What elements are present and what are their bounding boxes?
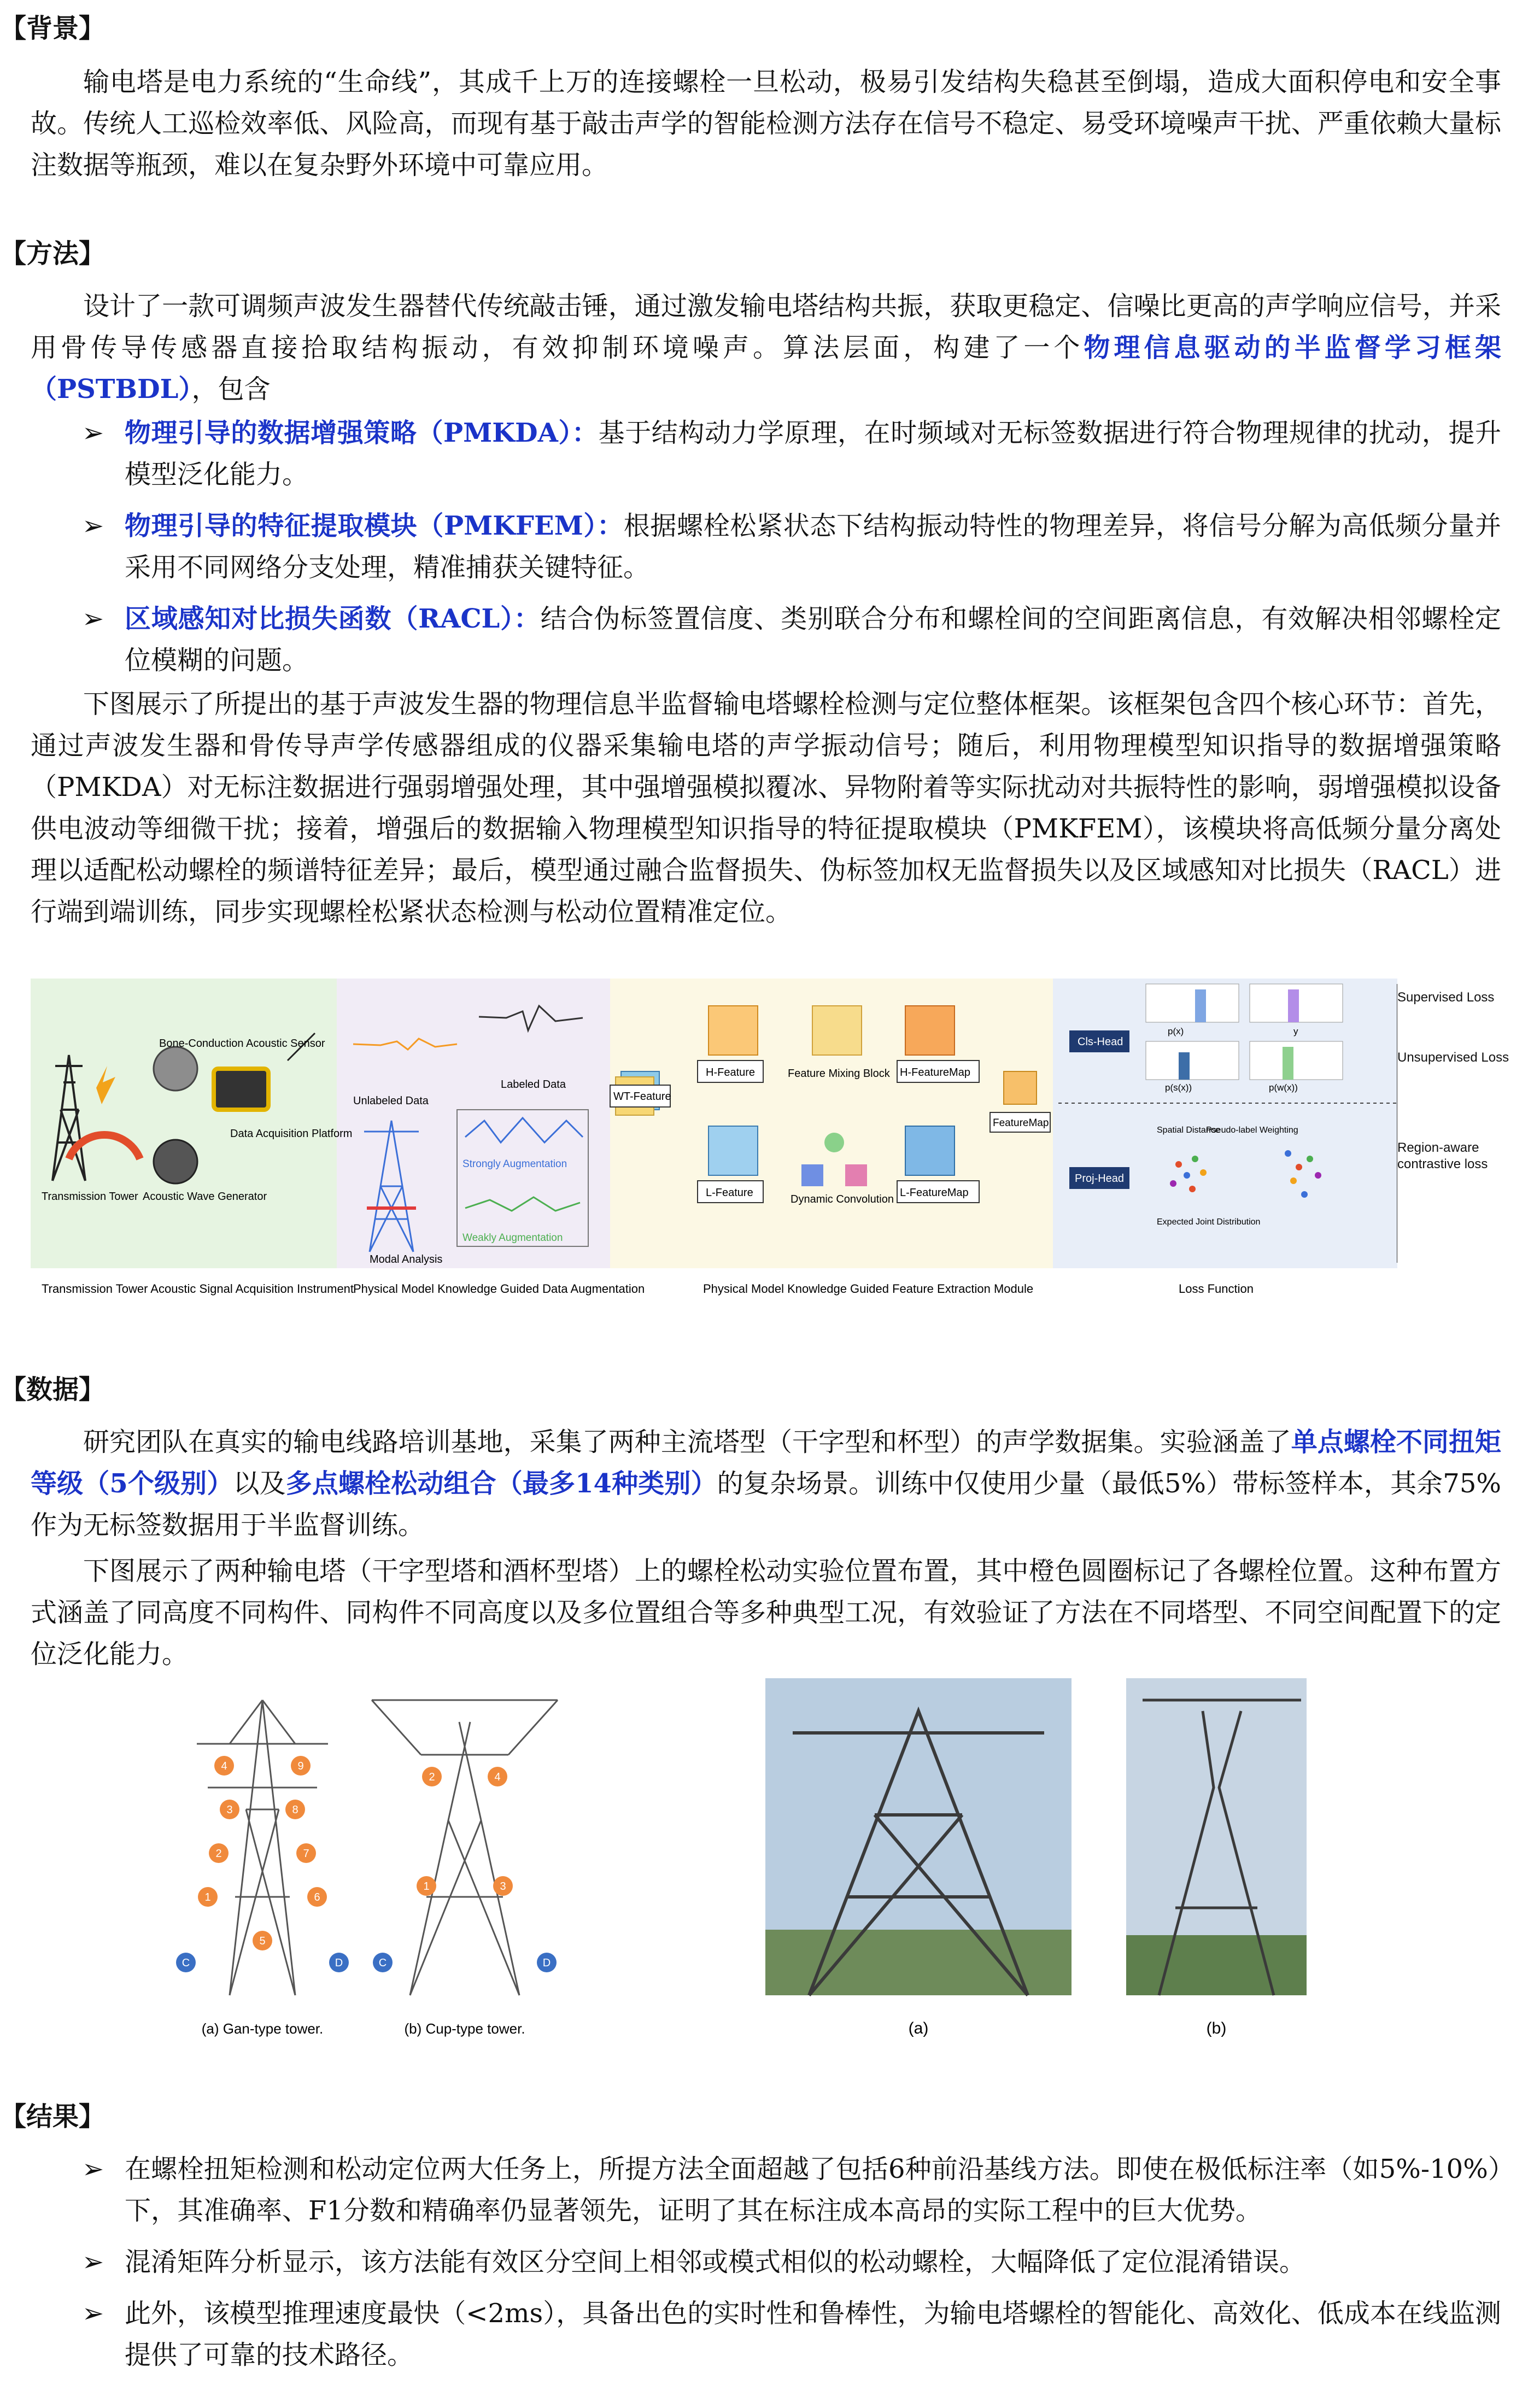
bullet-text: 结合伪标签置信度、类别联合分布和螺栓间的空间距离信息，有效解决相邻螺栓定位模糊的问题。 bbox=[125, 604, 1501, 676]
caption-photo-b: (b) bbox=[1206, 2019, 1227, 2037]
acoustic-wave-generator-icon bbox=[154, 1140, 197, 1184]
data-acquisition-platform-icon bbox=[214, 1069, 268, 1110]
weak-pred-bar bbox=[1283, 1047, 1293, 1080]
bullet-text: 根据螺栓松紧状态下结构振动特性的物理差异，将信号分解为高低频分量并采用不同网络分支处理，精准捕获关键特征。 bbox=[125, 511, 1501, 583]
method-intro-paragraph bbox=[31, 285, 1501, 410]
legend-unsupervised: Unsupervised Loss bbox=[1397, 1050, 1509, 1065]
feature-mixing-icon bbox=[812, 1006, 862, 1055]
label-dynamic-conv: Dynamic Convolution bbox=[791, 1193, 894, 1205]
tower-figure bbox=[164, 1678, 1367, 2050]
method-bullet-item bbox=[82, 598, 1501, 681]
label-wt-feature: WT-Feature bbox=[613, 1091, 671, 1103]
bullet-label: 物理引导的数据增强策略（PMKDA）： bbox=[125, 418, 599, 448]
bolt-marker-label: 4 bbox=[494, 1771, 501, 1783]
cup-tower-drawing bbox=[372, 1700, 558, 1995]
supervised-plot-box bbox=[1146, 984, 1239, 1022]
label-y: y bbox=[1293, 1026, 1298, 1036]
results-bullet-text: 混淆矩阵分析显示，该方法能有效区分空间上相邻或模式相似的松动螺栓，大幅降低了定位混淆错误。 bbox=[125, 2247, 1306, 2277]
tower-photo-b bbox=[1126, 1678, 1307, 1995]
section-heading-background: 【背景】 bbox=[0, 13, 106, 44]
label-p2: p(s(x)) bbox=[1165, 1082, 1192, 1093]
label-bar bbox=[1288, 989, 1299, 1022]
bullet-arrow-icon: ➢ bbox=[82, 604, 104, 634]
bullet-arrow-icon: ➢ bbox=[82, 2298, 104, 2329]
method-bullet-item bbox=[82, 505, 1501, 588]
label-p1: p(x) bbox=[1168, 1026, 1184, 1036]
data-highlight-combination: 多点螺栓松动组合（最多14种类别） bbox=[285, 1468, 717, 1499]
section-heading-results: 【结果】 bbox=[0, 2101, 106, 2132]
weak-pred-plot-box bbox=[1250, 1041, 1343, 1080]
data-paragraph-1 bbox=[31, 1421, 1501, 1546]
featuremap-cube-icon bbox=[1004, 1071, 1037, 1104]
label-joint: Expected Joint Distribution bbox=[1157, 1217, 1261, 1227]
bolt-marker-label: 3 bbox=[500, 1880, 506, 1893]
bone-conduction-sensor-icon bbox=[154, 1047, 197, 1091]
label-l-featuremap: L-FeatureMap bbox=[900, 1187, 969, 1199]
legend-racl: Region-aware contrastive loss bbox=[1397, 1140, 1488, 1171]
label-spatial: Spatial Distance bbox=[1157, 1126, 1220, 1135]
h-feature-cube-icon bbox=[709, 1006, 758, 1055]
bolt-marker-label: 1 bbox=[423, 1880, 430, 1893]
label-proj-head: Proj-Head bbox=[1075, 1173, 1125, 1185]
bolt-marker-label: 1 bbox=[204, 1891, 211, 1903]
dynamic-conv-node-icon bbox=[801, 1164, 823, 1186]
label-generator: Acoustic Wave Generator bbox=[143, 1191, 267, 1203]
section-heading-data: 【数据】 bbox=[0, 1374, 106, 1405]
label-cls-head: Cls-Head bbox=[1078, 1036, 1123, 1048]
strong-pred-plot-box bbox=[1146, 1041, 1239, 1080]
figure-intro-paragraph: 下图展示了所提出的基于声波发生器的物理信息半监督输电塔螺栓检测与定位整体框架。该框架包含四个核心环节：首先，通过声波发生器和骨传导声学传感器组成的仪器采集输电塔的声学振动信号；随后，利用物理模型知识指导的数据增强策略（PMKDA）对无标注数据进行强弱增强处理，其中强增强模拟覆冰、异物附着等实际扰动对共振特性的影响，弱增强模拟设备供电波动等细微干扰；接着，增强后的数据输入物理模型知识指导的特征提取模块（PMKFEM），该模块将高低频分量分离处理以适配松动螺栓的频谱特征差异；最后，模型通过融合监督损失、伪标签加权无监督损失以及区域感知对比损失（RACL）进行端到端训练，同步实现螺栓松紧状态检测与松动位置精准定位。 bbox=[31, 689, 1501, 927]
l-feature-cube-icon bbox=[709, 1126, 758, 1175]
method-intro-text-b: ，包含 bbox=[191, 374, 271, 405]
bullet-label: 物理引导的特征提取模块（PMKFEM）： bbox=[125, 511, 624, 541]
data-text-b: 以及 bbox=[233, 1468, 286, 1499]
results-bullet-text: 此外，该模型推理速度最快（<2ms），具备出色的实时性和鲁棒性，为输电塔螺栓的智能化、高效化、低成本在线监测提供了可靠的技术路径。 bbox=[125, 2298, 1501, 2370]
data-highlight-torque: 单点螺栓不同扭矩等级（5个级别） bbox=[31, 1427, 1501, 1499]
bolt-marker-label: 6 bbox=[314, 1891, 320, 1903]
bullet-arrow-icon: ➢ bbox=[82, 511, 104, 541]
strong-pred-bar bbox=[1179, 1052, 1190, 1080]
bolt-marker-label: 5 bbox=[259, 1935, 266, 1947]
bolt-marker-label: 7 bbox=[303, 1848, 309, 1860]
dynamic-conv-node-icon bbox=[845, 1164, 867, 1186]
panel3-title: Physical Model Knowledge Guided Feature Extraction Module bbox=[703, 1282, 1034, 1296]
background-paragraph: 输电塔是电力系统的“生命线”，其成千上万的连接螺栓一旦松动，极易引发结构失稳甚至倒塌，造成大面积停电和安全事故。传统人工巡检效率低、风险高，而现有基于敲击声学的智能检测方法存在信号不稳定、易受环境噪声干扰、严重依赖大量标注数据等瓶颈，难以在复杂野外环境中可靠应用。 bbox=[31, 67, 1501, 180]
bullet-arrow-icon: ➢ bbox=[82, 418, 104, 448]
framework-figure bbox=[31, 979, 1397, 1317]
supervised-bar bbox=[1195, 989, 1206, 1022]
results-bullet-list bbox=[82, 2148, 1501, 2386]
bullet-label: 区域感知对比损失函数（RACL）： bbox=[125, 604, 541, 634]
h-featuremap-cube-icon bbox=[905, 1006, 955, 1055]
results-bullet-text: 在螺栓扭矩检测和松动定位两大任务上，所提方法全面超越了包括6种前沿基线方法。即使在极低标注率（如5%-10%）下，其准确率、F1分数和精确率仍显著领先，证明了其在标注成本高昂的实际工程中的巨大优势。 bbox=[125, 2154, 1501, 2226]
data-text-a: 研究团队在真实的输电线路培训基地，采集了两种主流塔型（干字型和杯型）的声学数据集。实验涵盖了 bbox=[83, 1427, 1291, 1457]
bolt-marker-label: D bbox=[542, 1957, 551, 1969]
caption-photo-a: (a) bbox=[908, 2019, 929, 2037]
method-framework-highlight: 物理信息驱动的半监督学习框架（PSTBDL） bbox=[31, 332, 1501, 405]
results-bullet-item bbox=[82, 2241, 1501, 2283]
data-text-c: 的复杂场景。训练中仅使用少量（最低5%）带标签样本，其余75%作为无标签数据用于半监督训练。 bbox=[31, 1468, 1501, 1540]
method-bullet-item bbox=[82, 412, 1501, 495]
tower-photo-a bbox=[765, 1678, 1072, 1995]
section-heading-method: 【方法】 bbox=[0, 238, 106, 269]
bolt-marker-label: C bbox=[378, 1957, 387, 1969]
bolt-marker-label: 4 bbox=[221, 1760, 227, 1772]
method-intro-text-a: 设计了一款可调频声波发生器替代传统敲击锤，通过激发输电塔结构共振，获取更稳定、信噪比更高的声学响应信号，并采用骨传导传感器直接拾取结构振动，有效抑制环境噪声。算法层面，构建了一个 bbox=[31, 291, 1501, 363]
cup-bolt-markers bbox=[373, 1767, 557, 1972]
label-h-feature: H-Feature bbox=[706, 1067, 756, 1079]
label-h-featuremap: H-FeatureMap bbox=[900, 1067, 970, 1079]
bolt-marker-label: 9 bbox=[297, 1760, 304, 1772]
l-featuremap-cube-icon bbox=[905, 1126, 955, 1175]
bolt-marker-label: C bbox=[181, 1957, 190, 1969]
label-pseudo: Pseudo-label Weighting bbox=[1206, 1126, 1298, 1135]
bolt-marker-label: 2 bbox=[215, 1848, 222, 1860]
bolt-marker-label: 8 bbox=[292, 1804, 298, 1816]
data-paragraph-2: 下图展示了两种输电塔（干字型塔和酒杯型塔）上的螺栓松动实验位置布置，其中橙色圆圈标记了各螺栓位置。这种布置方式涵盖了同高度不同构件、同构件不同高度以及多位置组合等多种典型工况，有效验证了方法在不同塔型、不同空间配置下的定位泛化能力。 bbox=[31, 1556, 1501, 1669]
bullet-text: 基于结构动力学原理，在时频域对无标签数据进行符合物理规律的扰动，提升模型泛化能力。 bbox=[125, 418, 1501, 490]
panel1-bg bbox=[31, 979, 337, 1268]
results-bullet-item bbox=[82, 2148, 1501, 2231]
bolt-marker-label: D bbox=[335, 1957, 343, 1969]
label-mixing: Feature Mixing Block bbox=[788, 1068, 890, 1080]
label-daq: Data Acquisition Platform bbox=[230, 1128, 353, 1140]
panel2-title: Physical Model Knowledge Guided Data Augmentation bbox=[353, 1282, 645, 1296]
bolt-marker-label: 3 bbox=[226, 1804, 233, 1816]
method-bullet-list bbox=[82, 412, 1501, 691]
label-p3: p(w(x)) bbox=[1269, 1082, 1298, 1093]
label-modal: Modal Analysis bbox=[370, 1253, 443, 1265]
label-labeled: Labeled Data bbox=[501, 1079, 566, 1091]
bullet-arrow-icon: ➢ bbox=[82, 2154, 104, 2184]
bolt-marker-label: 2 bbox=[429, 1771, 435, 1783]
legend-supervised: Supervised Loss bbox=[1397, 990, 1495, 1005]
label-l-feature: L-Feature bbox=[706, 1187, 753, 1199]
label-bone-sensor: Bone-Conduction Acoustic Sensor bbox=[159, 1038, 325, 1050]
panel1-title: Transmission Tower Acoustic Signal Acquisition Instrument bbox=[42, 1282, 354, 1296]
results-bullet-item bbox=[82, 2293, 1501, 2376]
label-featuremap: FeatureMap bbox=[993, 1117, 1049, 1129]
caption-cup: (b) Cup-type tower. bbox=[404, 2020, 525, 2037]
label-tower: Transmission Tower bbox=[42, 1191, 138, 1203]
bullet-arrow-icon: ➢ bbox=[82, 2247, 104, 2277]
label-unlabeled: Unlabeled Data bbox=[353, 1095, 429, 1107]
dynamic-conv-node-icon bbox=[824, 1133, 844, 1152]
panel4-title: Loss Function bbox=[1179, 1282, 1254, 1296]
label-strong: Strongly Augmentation bbox=[462, 1158, 567, 1170]
caption-gan: (a) Gan-type tower. bbox=[201, 2020, 324, 2037]
label-weak: Weakly Augmentation bbox=[462, 1232, 563, 1244]
